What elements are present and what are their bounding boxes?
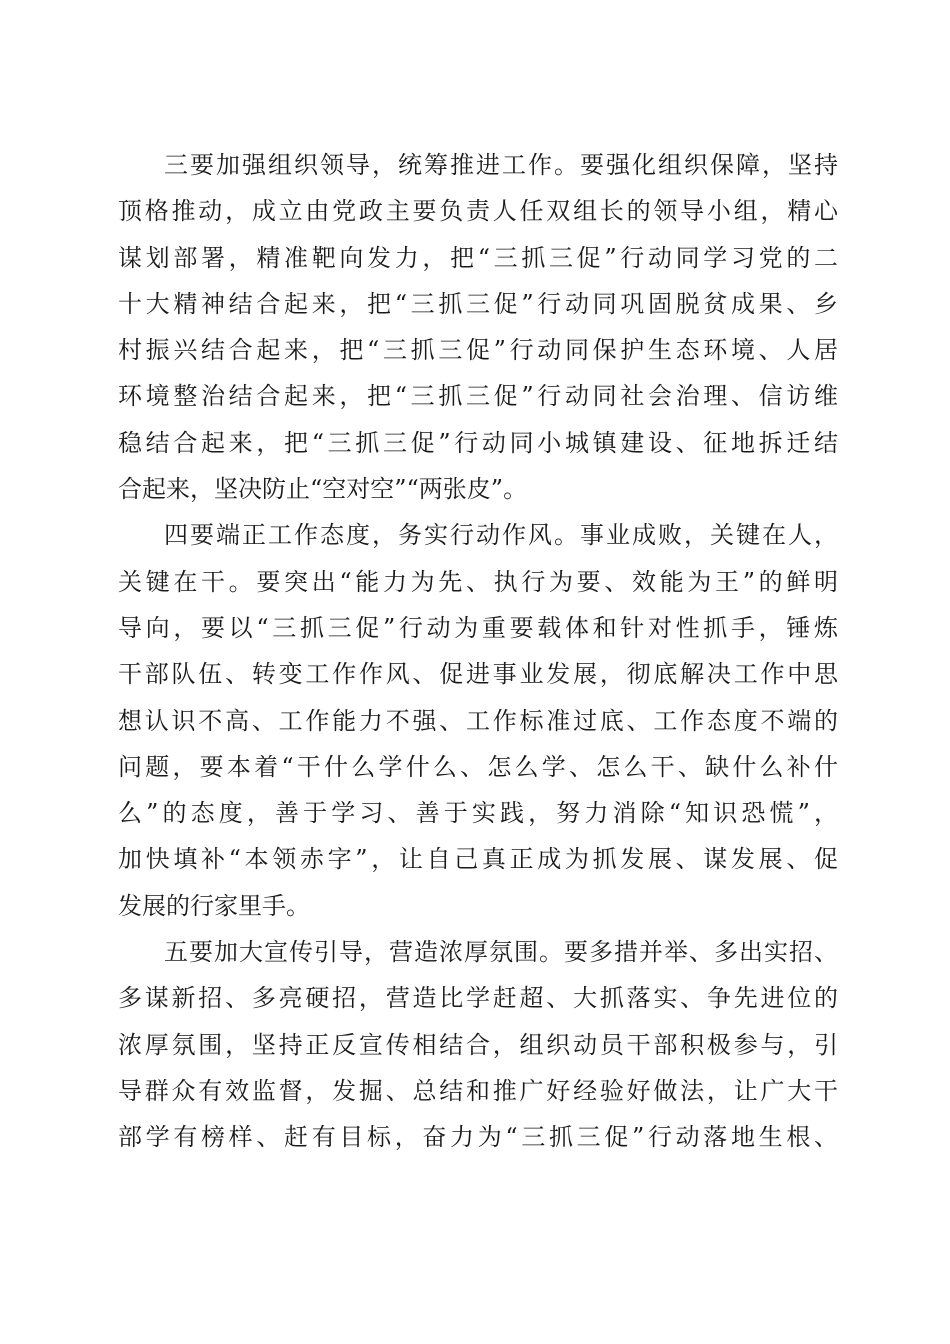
paragraph-line: 想认识不高、工作能力不强、工作标准过底、工作态度不端的 bbox=[118, 706, 838, 735]
paragraph-line: 五要加大宣传引导，营造浓厚氛围。要多措并举、多出实招、 bbox=[164, 938, 838, 967]
paragraph-line: 浓厚氛围，坚持正反宣传相结合，组织动员干部积极参与，引 bbox=[118, 1030, 838, 1059]
paragraph-line: 谋划部署，精准靶向发力，把“三抓三促”行动同学习党的二 bbox=[118, 243, 838, 272]
paragraph-line: 顶格推动，成立由党政主要负责人任双组长的领导小组，精心 bbox=[118, 197, 838, 226]
paragraph-line: 部学有榜样、赶有目标，奋力为“三抓三促”行动落地生根、 bbox=[118, 1123, 838, 1152]
paragraph-line: 问题，要本着“干什么学什么、怎么学、怎么干、缺什么补什 bbox=[118, 752, 838, 781]
paragraph-four bbox=[118, 512, 838, 929]
paragraph-line: 发展的行家里手。 bbox=[118, 891, 310, 920]
paragraph-line: 三要加强组织领导，统筹推进工作。要强化组织保障，坚持 bbox=[164, 151, 838, 179]
paragraph-line: 加快填补“本领赤字”，让自己真正成为抓发展、谋发展、促 bbox=[118, 845, 838, 874]
paragraph-line: 关键在干。要突出“能力为先、执行为要、效能为王”的鲜明 bbox=[118, 567, 838, 596]
paragraph-line: 导向，要以“三抓三促”行动为重要载体和针对性抓手，锤炼 bbox=[118, 613, 838, 642]
paragraph-line: 干部队伍、转变工作作风、促进事业发展，彻底解决工作中思 bbox=[118, 660, 838, 689]
paragraph-line: 导群众有效监督，发掘、总结和推广好经验好做法，让广大干 bbox=[118, 1076, 838, 1105]
paragraph-five bbox=[118, 929, 838, 1160]
paragraph-line: 么”的态度，善于学习、善于实践，努力消除“知识恐慌”， bbox=[118, 799, 838, 828]
paragraph-three bbox=[118, 142, 838, 512]
paragraph-line: 四要端正工作态度，务实行动作风。事业成败，关键在人， bbox=[164, 521, 838, 550]
paragraph-line: 十大精神结合起来，把“三抓三促”行动同巩固脱贫成果、乡 bbox=[118, 289, 838, 318]
paragraph-line: 环境整治结合起来，把“三抓三促”行动同社会治理、信访维 bbox=[118, 382, 838, 411]
paragraph-line: 多谋新招、多亮硬招，营造比学赶超、大抓落实、争先进位的 bbox=[118, 984, 838, 1013]
paragraph-line: 村振兴结合起来，把“三抓三促”行动同保护生态环境、人居 bbox=[118, 336, 838, 365]
paragraph-line: 合起来，坚决防止“空对空”“两张皮”。 bbox=[118, 475, 528, 504]
paragraph-line: 稳结合起来，把“三抓三促”行动同小城镇建设、征地拆迁结 bbox=[118, 428, 838, 457]
document-body bbox=[118, 142, 838, 1161]
